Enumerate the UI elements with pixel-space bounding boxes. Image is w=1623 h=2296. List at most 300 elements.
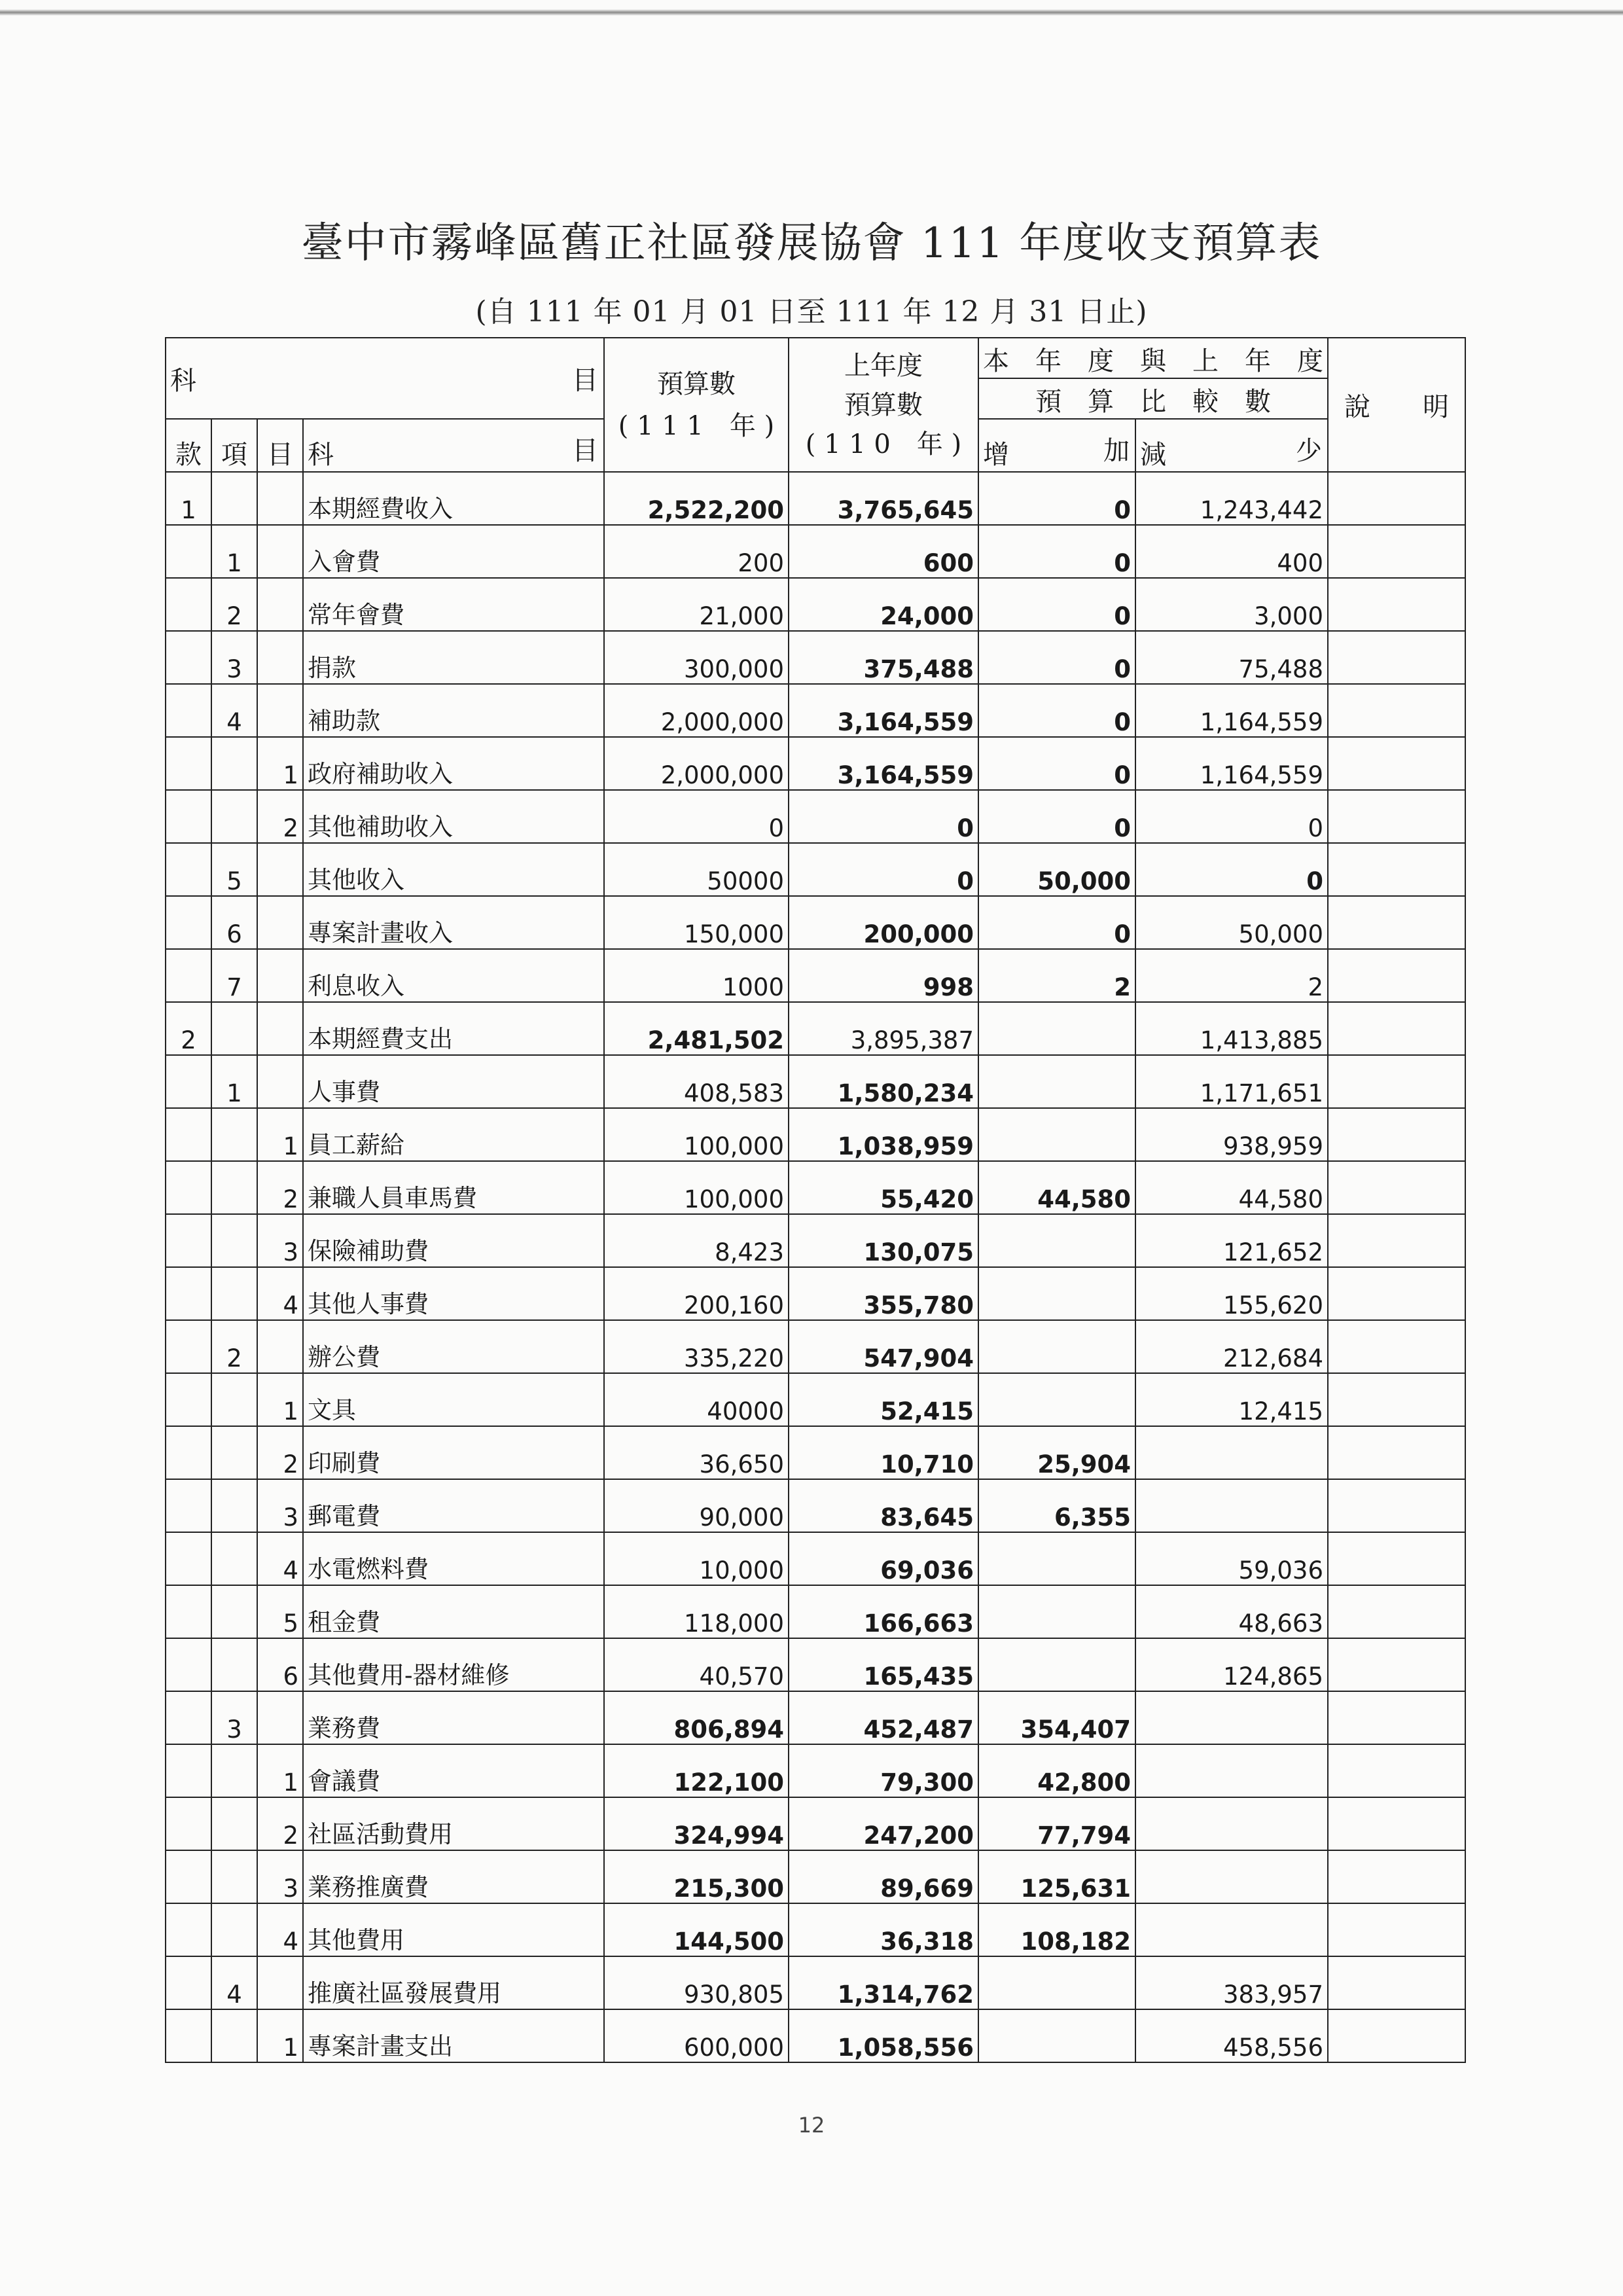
notes-cell [1328, 1744, 1465, 1797]
notes-cell [1328, 2009, 1465, 2062]
prev-budget-cell: 10,710 [789, 1426, 978, 1479]
budget-cell: 2,481,502 [604, 1002, 789, 1055]
table-row [166, 631, 1465, 684]
notes-cell [1328, 578, 1465, 631]
mu-cell [257, 949, 303, 1002]
notes-cell [1328, 737, 1465, 790]
kuan-cell [166, 896, 211, 949]
notes-cell [1328, 1426, 1465, 1479]
increase-cell [978, 1214, 1135, 1267]
header-row-1 [166, 338, 1465, 378]
decrease-cell: 44,580 [1135, 1161, 1328, 1214]
kuan-cell [166, 843, 211, 896]
kuan-cell [166, 1532, 211, 1585]
mu-cell: 6 [257, 1638, 303, 1691]
increase-cell: 354,407 [978, 1691, 1135, 1744]
subject-name-cell: 印刷費 [303, 1426, 604, 1479]
ke-header-left: 科 [308, 440, 334, 470]
budget-cell: 40,570 [604, 1638, 789, 1691]
prev-budget-cell: 3,164,559 [789, 737, 978, 790]
prev-budget-cell: 69,036 [789, 1532, 978, 1585]
prev-budget-cell: 89,669 [789, 1850, 978, 1903]
mu-cell: 1 [257, 1744, 303, 1797]
subject-name-cell: 補助款 [303, 684, 604, 737]
budget-cell: 21,000 [604, 578, 789, 631]
decrease-cell: 12,415 [1135, 1373, 1328, 1426]
xiang-cell [211, 1267, 257, 1320]
increase-cell: 125,631 [978, 1850, 1135, 1903]
xiang-cell [211, 1479, 257, 1532]
decrease-cell [1135, 1744, 1328, 1797]
mu-cell: 4 [257, 1903, 303, 1956]
mu-cell [257, 631, 303, 684]
mu-cell: 1 [257, 1373, 303, 1426]
budget-cell: 200,160 [604, 1267, 789, 1320]
notes-cell [1328, 1320, 1465, 1373]
kuan-cell [166, 2009, 211, 2062]
increase-cell: 6,355 [978, 1479, 1135, 1532]
xiang-cell: 2 [211, 578, 257, 631]
increase-cell: 0 [978, 737, 1135, 790]
table-row [166, 472, 1465, 525]
xiang-cell [211, 1850, 257, 1903]
table-row [166, 578, 1465, 631]
mu-cell: 4 [257, 1532, 303, 1585]
table-row [166, 1108, 1465, 1161]
notes-cell [1328, 1797, 1465, 1850]
budget-cell: 200 [604, 525, 789, 578]
prev-budget-cell: 375,488 [789, 631, 978, 684]
kuan-cell [166, 1850, 211, 1903]
prev-budget-cell: 1,038,959 [789, 1108, 978, 1161]
budget-cell: 0 [604, 790, 789, 843]
decrease-cell: 400 [1135, 525, 1328, 578]
decrease-cell: 0 [1135, 843, 1328, 896]
budget-cell: 300,000 [604, 631, 789, 684]
subject-name-cell: 人事費 [303, 1055, 604, 1108]
subject-name-cell: 兼職人員車馬費 [303, 1161, 604, 1214]
prev-budget-cell: 166,663 [789, 1585, 978, 1638]
mu-cell [257, 843, 303, 896]
page-number: 12 [798, 2113, 825, 2138]
increase-cell [978, 1108, 1135, 1161]
budget-cell: 50000 [604, 843, 789, 896]
subject-name-cell: 社區活動費用 [303, 1797, 604, 1850]
notes-cell [1328, 1267, 1465, 1320]
decrease-cell: 383,957 [1135, 1956, 1328, 2009]
mu-cell: 4 [257, 1267, 303, 1320]
budget-header-year: ( 1 1 1 年 ) [618, 410, 775, 441]
xiang-cell [211, 1161, 257, 1214]
increase-cell [978, 1585, 1135, 1638]
table-row [166, 1320, 1465, 1373]
kuan-cell [166, 1744, 211, 1797]
mu-cell: 3 [257, 1850, 303, 1903]
subject-name-cell: 推廣社區發展費用 [303, 1956, 604, 2009]
prev-budget-cell: 452,487 [789, 1691, 978, 1744]
table-row [166, 1797, 1465, 1850]
prev-budget-cell: 200,000 [789, 896, 978, 949]
table-row [166, 1479, 1465, 1532]
table-row [166, 1161, 1465, 1214]
table-row [166, 1956, 1465, 2009]
budget-cell: 36,650 [604, 1426, 789, 1479]
kuan-cell [166, 1161, 211, 1214]
mu-cell [257, 1055, 303, 1108]
xiang-cell [211, 1744, 257, 1797]
kuan-cell [166, 1479, 211, 1532]
prev-budget-cell: 3,164,559 [789, 684, 978, 737]
xiang-cell [211, 1797, 257, 1850]
increase-cell [978, 1002, 1135, 1055]
prev-budget-cell: 0 [789, 843, 978, 896]
table-row [166, 1638, 1465, 1691]
subject-name-cell: 政府補助收入 [303, 737, 604, 790]
subject-name-cell: 其他費用 [303, 1903, 604, 1956]
xiang-cell: 5 [211, 843, 257, 896]
xiang-cell [211, 1373, 257, 1426]
prev-budget-cell: 36,318 [789, 1903, 978, 1956]
xiang-cell: 3 [211, 631, 257, 684]
budget-cell: 806,894 [604, 1691, 789, 1744]
table-row [166, 737, 1465, 790]
prev-budget-header [789, 338, 978, 472]
notes-cell [1328, 1956, 1465, 2009]
subject-name-cell: 其他費用-器材維修 [303, 1638, 604, 1691]
mu-cell: 3 [257, 1479, 303, 1532]
prev-budget-cell: 0 [789, 790, 978, 843]
prev-budget-cell: 83,645 [789, 1479, 978, 1532]
xiang-cell: 2 [211, 1320, 257, 1373]
budget-cell: 90,000 [604, 1479, 789, 1532]
budget-table [165, 337, 1466, 2063]
decrease-header-a: 減 [1140, 440, 1166, 470]
budget-cell: 150,000 [604, 896, 789, 949]
budget-cell: 408,583 [604, 1055, 789, 1108]
decrease-cell: 0 [1135, 790, 1328, 843]
prev-budget-cell: 547,904 [789, 1320, 978, 1373]
increase-cell: 2 [978, 949, 1135, 1002]
increase-header [978, 419, 1135, 472]
budget-cell: 1000 [604, 949, 789, 1002]
increase-cell: 0 [978, 578, 1135, 631]
increase-cell [978, 1055, 1135, 1108]
increase-cell [978, 1373, 1135, 1426]
prev-budget-cell: 1,580,234 [789, 1055, 978, 1108]
decrease-cell: 458,556 [1135, 2009, 1328, 2062]
kuan-cell [166, 1320, 211, 1373]
prev-budget-cell: 3,765,645 [789, 472, 978, 525]
xiang-cell: 7 [211, 949, 257, 1002]
budget-cell: 10,000 [604, 1532, 789, 1585]
kuan-cell: 2 [166, 1002, 211, 1055]
subject-name-cell: 辦公費 [303, 1320, 604, 1373]
increase-cell [978, 1532, 1135, 1585]
subject-name-cell: 專案計畫收入 [303, 896, 604, 949]
xiang-cell: 4 [211, 1956, 257, 2009]
decrease-cell: 1,164,559 [1135, 737, 1328, 790]
subject-name-cell: 會議費 [303, 1744, 604, 1797]
mu-cell: 3 [257, 1214, 303, 1267]
decrease-cell [1135, 1903, 1328, 1956]
xiang-cell [211, 1532, 257, 1585]
table-row [166, 525, 1465, 578]
xiang-cell [211, 1638, 257, 1691]
budget-cell: 600,000 [604, 2009, 789, 2062]
prev-budget-cell: 130,075 [789, 1214, 978, 1267]
decrease-cell: 121,652 [1135, 1214, 1328, 1267]
budget-cell: 2,000,000 [604, 684, 789, 737]
increase-cell [978, 2009, 1135, 2062]
xiang-cell: 1 [211, 1055, 257, 1108]
notes-cell [1328, 1479, 1465, 1532]
subject-header-left: 科 [170, 365, 196, 396]
mu-cell: 1 [257, 737, 303, 790]
mu-cell [257, 896, 303, 949]
budget-cell: 40000 [604, 1373, 789, 1426]
kuan-cell [166, 1214, 211, 1267]
notes-cell [1328, 1585, 1465, 1638]
decrease-cell: 1,413,885 [1135, 1002, 1328, 1055]
subject-header [166, 338, 604, 419]
table-row [166, 1426, 1465, 1479]
increase-cell: 0 [978, 631, 1135, 684]
kuan-cell [166, 1956, 211, 2009]
budget-cell: 118,000 [604, 1585, 789, 1638]
mu-cell [257, 1691, 303, 1744]
mu-cell: 2 [257, 790, 303, 843]
mu-cell [257, 684, 303, 737]
document-title: 臺中市霧峰區舊正社區發展協會 111 年度收支預算表 [301, 219, 1322, 268]
table-row [166, 1850, 1465, 1903]
subject-name-cell: 水電燃料費 [303, 1532, 604, 1585]
table-row [166, 896, 1465, 949]
notes-cell [1328, 1055, 1465, 1108]
kuan-cell [166, 1426, 211, 1479]
kuan-cell [166, 631, 211, 684]
kuan-cell [166, 525, 211, 578]
scan-edge-line [0, 9, 1623, 16]
decrease-cell: 75,488 [1135, 631, 1328, 684]
increase-cell [978, 1320, 1135, 1373]
subject-name-cell: 入會費 [303, 525, 604, 578]
xiang-cell [211, 472, 257, 525]
table-row [166, 1744, 1465, 1797]
decrease-cell: 59,036 [1135, 1532, 1328, 1585]
prev-budget-cell: 600 [789, 525, 978, 578]
notes-cell [1328, 472, 1465, 525]
notes-cell [1328, 1638, 1465, 1691]
decrease-cell: 155,620 [1135, 1267, 1328, 1320]
subject-name-cell: 常年會費 [303, 578, 604, 631]
table-row [166, 1691, 1465, 1744]
subject-name-cell: 捐款 [303, 631, 604, 684]
increase-cell: 42,800 [978, 1744, 1135, 1797]
subject-name-cell: 其他人事費 [303, 1267, 604, 1320]
decrease-cell [1135, 1691, 1328, 1744]
xiang-cell [211, 1108, 257, 1161]
subject-name-cell: 文具 [303, 1373, 604, 1426]
kuan-cell [166, 949, 211, 1002]
prev-header-year: ( 1 1 0 年 ) [805, 429, 962, 459]
xiang-cell [211, 1903, 257, 1956]
mu-cell: 1 [257, 2009, 303, 2062]
increase-cell: 0 [978, 790, 1135, 843]
increase-cell: 50,000 [978, 843, 1135, 896]
notes-cell [1328, 1373, 1465, 1426]
notes-cell [1328, 843, 1465, 896]
decrease-cell: 938,959 [1135, 1108, 1328, 1161]
decrease-cell [1135, 1426, 1328, 1479]
mu-header: 目 [257, 419, 303, 472]
kuan-cell [166, 790, 211, 843]
subject-name-cell: 員工薪給 [303, 1108, 604, 1161]
mu-cell [257, 1002, 303, 1055]
decrease-cell: 1,243,442 [1135, 472, 1328, 525]
notes-cell [1328, 1691, 1465, 1744]
xiang-cell [211, 2009, 257, 2062]
table-row [166, 684, 1465, 737]
compare-header-line1: 本 年 度 與 上 年 度 [978, 338, 1328, 378]
subject-name-cell: 其他收入 [303, 843, 604, 896]
prev-budget-cell: 998 [789, 949, 978, 1002]
decrease-cell: 1,171,651 [1135, 1055, 1328, 1108]
subject-name-cell: 其他補助收入 [303, 790, 604, 843]
subject-name-cell: 業務費 [303, 1691, 604, 1744]
xiang-cell [211, 1585, 257, 1638]
notes-cell [1328, 1532, 1465, 1585]
mu-cell: 2 [257, 1797, 303, 1850]
notes-cell [1328, 525, 1465, 578]
mu-cell: 1 [257, 1108, 303, 1161]
increase-cell: 0 [978, 684, 1135, 737]
budget-cell: 324,994 [604, 1797, 789, 1850]
notes-cell [1328, 1214, 1465, 1267]
prev-budget-cell: 52,415 [789, 1373, 978, 1426]
xiang-cell: 1 [211, 525, 257, 578]
prev-header-label-2: 預算數 [844, 389, 923, 420]
compare-header-line2: 預 算 比 較 數 [978, 378, 1328, 419]
mu-cell: 2 [257, 1426, 303, 1479]
subject-name-cell: 本期經費收入 [303, 472, 604, 525]
mu-cell: 2 [257, 1161, 303, 1214]
decrease-cell: 2 [1135, 949, 1328, 1002]
subject-name-cell: 郵電費 [303, 1479, 604, 1532]
table-row [166, 1903, 1465, 1956]
mu-cell [257, 1320, 303, 1373]
xiang-cell [211, 1214, 257, 1267]
subject-name-cell: 利息收入 [303, 949, 604, 1002]
table-row [166, 1585, 1465, 1638]
notes-cell [1328, 684, 1465, 737]
increase-header-a: 增 [983, 440, 1009, 470]
mu-cell [257, 472, 303, 525]
kuan-cell [166, 1638, 211, 1691]
budget-cell: 100,000 [604, 1161, 789, 1214]
kuan-cell [166, 1903, 211, 1956]
notes-cell [1328, 631, 1465, 684]
table-row [166, 790, 1465, 843]
notes-cell [1328, 1108, 1465, 1161]
increase-cell [978, 1956, 1135, 2009]
prev-budget-cell: 1,314,762 [789, 1956, 978, 2009]
budget-header [604, 338, 789, 472]
table-row [166, 1055, 1465, 1108]
increase-cell: 0 [978, 525, 1135, 578]
xiang-cell: 6 [211, 896, 257, 949]
notes-cell [1328, 1850, 1465, 1903]
ke-header [303, 419, 604, 472]
notes-header: 說 明 [1328, 338, 1465, 472]
xiang-header: 項 [211, 419, 257, 472]
kuan-cell: 1 [166, 472, 211, 525]
kuan-cell [166, 1267, 211, 1320]
prev-budget-cell: 247,200 [789, 1797, 978, 1850]
decrease-cell: 124,865 [1135, 1638, 1328, 1691]
prev-budget-cell: 55,420 [789, 1161, 978, 1214]
increase-cell: 0 [978, 896, 1135, 949]
kuan-header: 款 [166, 419, 211, 472]
notes-cell [1328, 1903, 1465, 1956]
xiang-cell: 4 [211, 684, 257, 737]
decrease-cell: 1,164,559 [1135, 684, 1328, 737]
xiang-cell: 3 [211, 1691, 257, 1744]
budget-cell: 2,522,200 [604, 472, 789, 525]
budget-cell: 144,500 [604, 1903, 789, 1956]
notes-cell [1328, 790, 1465, 843]
kuan-cell [166, 578, 211, 631]
increase-header-b: 加 [1103, 436, 1130, 466]
notes-cell [1328, 1002, 1465, 1055]
decrease-cell [1135, 1479, 1328, 1532]
subject-name-cell: 專案計畫支出 [303, 2009, 604, 2062]
budget-cell: 8,423 [604, 1214, 789, 1267]
increase-cell: 108,182 [978, 1903, 1135, 1956]
prev-budget-cell: 1,058,556 [789, 2009, 978, 2062]
increase-cell: 44,580 [978, 1161, 1135, 1214]
table-row [166, 1002, 1465, 1055]
prev-header-label-1: 上年度 [844, 350, 923, 381]
notes-cell [1328, 896, 1465, 949]
kuan-cell [166, 737, 211, 790]
mu-cell [257, 1956, 303, 2009]
kuan-cell [166, 1585, 211, 1638]
increase-cell [978, 1638, 1135, 1691]
kuan-cell [166, 1373, 211, 1426]
table-row [166, 1373, 1465, 1426]
notes-cell [1328, 1161, 1465, 1214]
subject-name-cell: 業務推廣費 [303, 1850, 604, 1903]
xiang-cell [211, 790, 257, 843]
budget-cell: 930,805 [604, 1956, 789, 2009]
kuan-cell [166, 1055, 211, 1108]
table-row [166, 949, 1465, 1002]
kuan-cell [166, 1691, 211, 1744]
xiang-cell [211, 1426, 257, 1479]
decrease-cell: 212,684 [1135, 1320, 1328, 1373]
table-row [166, 1532, 1465, 1585]
table-row [166, 1267, 1465, 1320]
xiang-cell [211, 737, 257, 790]
ke-header-right: 目 [572, 436, 598, 466]
prev-budget-cell: 355,780 [789, 1267, 978, 1320]
increase-cell [978, 1267, 1135, 1320]
budget-cell: 2,000,000 [604, 737, 789, 790]
increase-cell: 25,904 [978, 1426, 1135, 1479]
document-period: (自 111 年 01 月 01 日至 111 年 12 月 31 日止) [475, 295, 1148, 329]
xiang-cell [211, 1002, 257, 1055]
mu-cell: 5 [257, 1585, 303, 1638]
